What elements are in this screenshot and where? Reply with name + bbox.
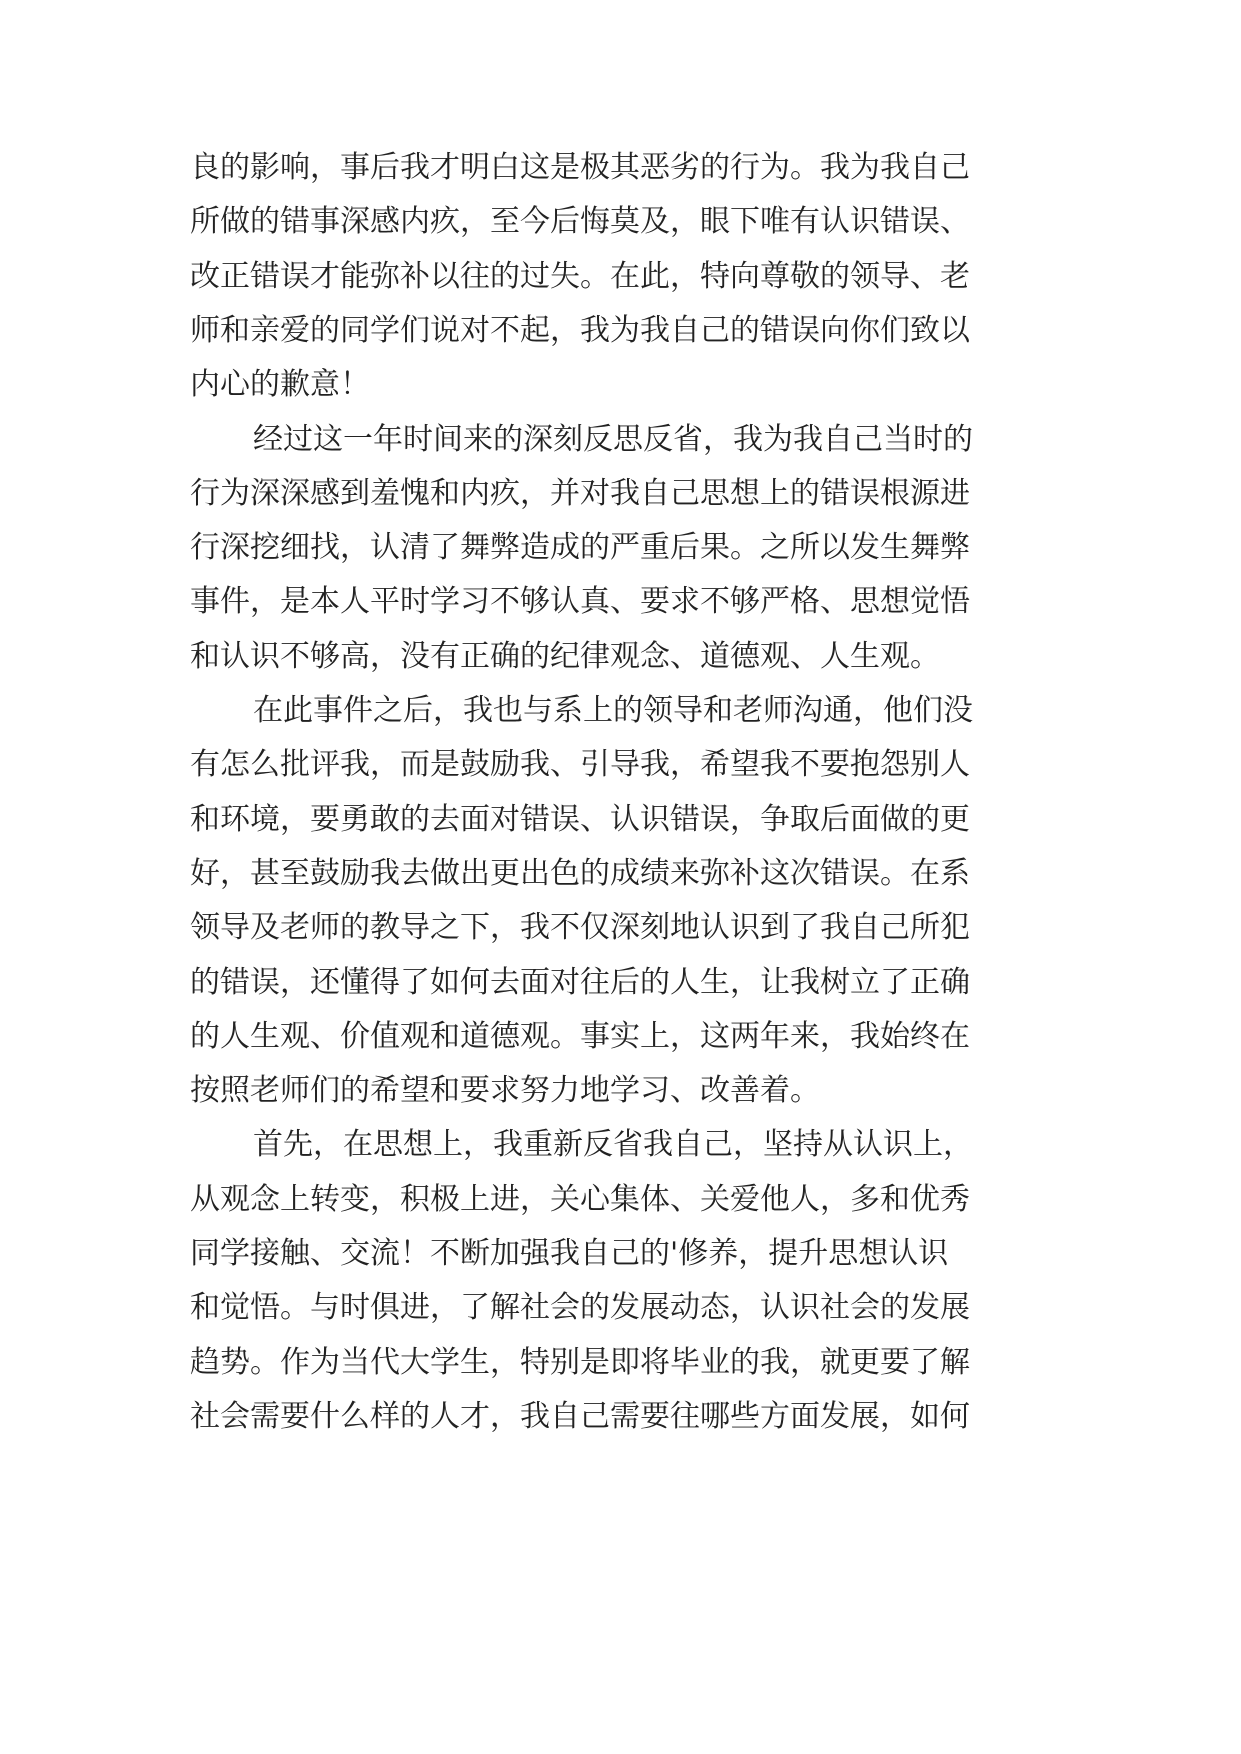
text-line: 按照老师们的希望和要求努力地学习、改善着。 — [190, 1073, 820, 1108]
text-line: 行深挖细找，认清了舞弊造成的严重后果。之所以发生舞弊 — [190, 530, 970, 565]
text-line: 社会需要什么样的人才，我自己需要往哪些方面发展，如何 — [190, 1399, 970, 1434]
paragraph-first-line: 在此事件之后，我也与系上的领导和老师沟通，他们没 — [253, 693, 973, 728]
text-line: 的人生观、价值观和道德观。事实上，这两年来，我始终在 — [190, 1019, 970, 1054]
text-line: 改正错误才能弥补以往的过失。在此，特向尊敬的领导、老 — [190, 259, 970, 294]
text-line: 和环境，要勇敢的去面对错误、认识错误，争取后面做的更 — [190, 802, 970, 837]
text-line: 领导及老师的教导之下，我不仅深刻地认识到了我自己所犯 — [190, 910, 970, 945]
text-line: 趋势。作为当代大学生，特别是即将毕业的我，就更要了解 — [190, 1345, 970, 1380]
paragraph-first-line: 经过这一年时间来的深刻反思反省，我为我自己当时的 — [253, 422, 973, 457]
text-line: 行为深深感到羞愧和内疚，并对我自己思想上的错误根源进 — [190, 476, 970, 511]
text-line: 师和亲爱的同学们说对不起，我为我自己的错误向你们致以 — [190, 313, 970, 348]
text-line: 同学接触、交流！不断加强我自己的'修养，提升思想认识 — [190, 1236, 949, 1271]
text-line: 良的影响，事后我才明白这是极其恶劣的行为。我为我自己 — [190, 150, 970, 185]
text-line: 好，甚至鼓励我去做出更出色的成绩来弥补这次错误。在系 — [190, 856, 970, 891]
text-line: 所做的错事深感内疚，至今后悔莫及，眼下唯有认识错误、 — [190, 204, 970, 239]
text-line: 内心的歉意！ — [190, 367, 370, 402]
text-line: 事件，是本人平时学习不够认真、要求不够严格、思想觉悟 — [190, 584, 970, 619]
text-line: 从观念上转变，积极上进，关心集体、关爱他人，多和优秀 — [190, 1182, 970, 1217]
text-line: 和认识不够高，没有正确的纪律观念、道德观、人生观。 — [190, 639, 940, 674]
paragraph-first-line: 首先，在思想上，我重新反省我自己，坚持从认识上， — [253, 1127, 973, 1162]
text-line: 和觉悟。与时俱进，了解社会的发展动态，认识社会的发展 — [190, 1290, 970, 1325]
text-line: 有怎么批评我，而是鼓励我、引导我，希望我不要抱怨别人 — [190, 747, 970, 782]
text-line: 的错误，还懂得了如何去面对往后的人生，让我树立了正确 — [190, 965, 970, 1000]
